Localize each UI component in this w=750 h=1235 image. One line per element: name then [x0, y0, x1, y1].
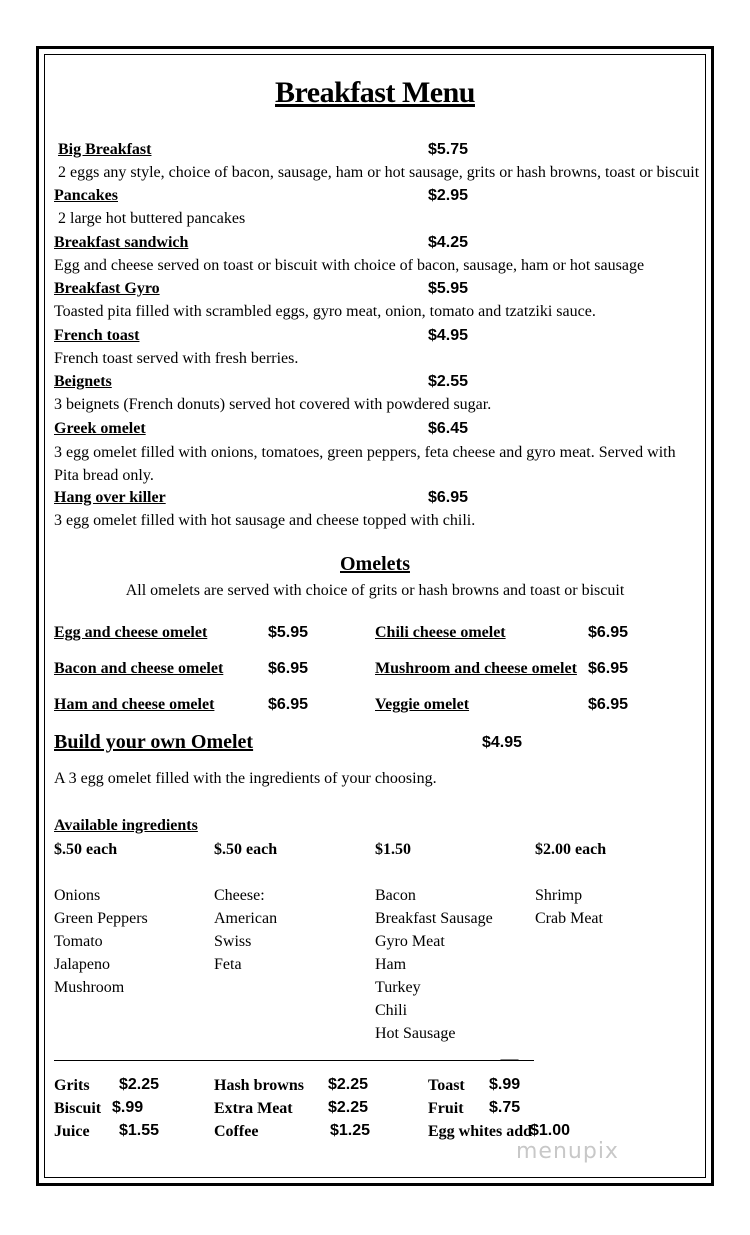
- side-name-juice: Juice: [54, 1123, 90, 1140]
- ingredient-item: Green Peppers: [54, 910, 148, 927]
- watermark-logo: menupix: [516, 1139, 619, 1164]
- item-price-pancakes: $2.95: [428, 187, 469, 204]
- item-price-beignets: $2.55: [428, 373, 469, 390]
- divider-dashes: ------: [500, 1052, 518, 1066]
- side-price-coffee: $1.25: [330, 1122, 371, 1139]
- item-desc-hang-over-killer: 3 egg omelet filled with hot sausage and cheese topped with chili.: [54, 512, 476, 529]
- side-price-extra-meat: $2.25: [328, 1099, 369, 1116]
- ingredient-item: Onions: [54, 887, 101, 904]
- ingredient-item: Ham: [375, 956, 407, 973]
- omelets-subtitle: All omelets are served with choice of grits or hash browns and toast or biscuit: [125, 582, 625, 599]
- side-price-juice: $1.55: [119, 1122, 160, 1139]
- build-your-own-price: $4.95: [482, 734, 523, 751]
- ingredient-col-4: [535, 884, 603, 930]
- ingredient-col-3: [375, 884, 493, 1045]
- omelet-name-bacon-cheese: Bacon and cheese omelet: [54, 660, 224, 677]
- omelet-price-egg-cheese: $5.95: [268, 624, 309, 641]
- ingredient-item: Shrimp: [535, 887, 583, 904]
- ingredient-item: Feta: [214, 956, 242, 973]
- ingredient-item: Crab Meat: [535, 910, 603, 927]
- item-price-hang-over-killer: $6.95: [428, 489, 469, 506]
- side-name-coffee: Coffee: [214, 1123, 259, 1140]
- side-name-extra-meat: Extra Meat: [214, 1100, 293, 1117]
- build-your-own-desc: A 3 egg omelet filled with the ingredients of your choosing.: [54, 770, 437, 787]
- item-price-french-toast: $4.95: [428, 327, 469, 344]
- side-name-fruit: Fruit: [428, 1100, 464, 1117]
- side-name-biscuit: Biscuit: [54, 1100, 102, 1117]
- item-price-breakfast-gyro: $5.95: [428, 280, 469, 297]
- ingredient-col-2: [214, 884, 277, 976]
- omelet-name-egg-cheese: Egg and cheese omelet: [54, 624, 208, 641]
- divider-line: [54, 1060, 534, 1061]
- item-name-hang-over-killer: Hang over killer: [54, 489, 166, 506]
- side-price-egg-whites: $1.00: [530, 1122, 571, 1139]
- ingredient-item: Tomato: [54, 933, 103, 950]
- side-price-hash-browns: $2.25: [328, 1076, 369, 1093]
- omelet-price-bacon-cheese: $6.95: [268, 660, 309, 677]
- ingredient-item: Cheese:: [214, 887, 265, 904]
- item-name-big-breakfast: Big Breakfast: [58, 141, 152, 158]
- ingredient-item: American: [214, 910, 278, 927]
- item-price-greek-omelet: $6.45: [428, 420, 469, 437]
- item-price-breakfast-sandwich: $4.25: [428, 234, 469, 251]
- side-price-biscuit: $.99: [112, 1099, 144, 1116]
- omelet-name-chili-cheese: Chili cheese omelet: [375, 624, 506, 641]
- item-name-french-toast: French toast: [54, 327, 140, 344]
- item-desc-breakfast-gyro: Toasted pita filled with scrambled eggs, gyro meat, onion, tomato and tzatziki sauce.: [54, 303, 596, 320]
- item-price-big-breakfast: $5.75: [428, 141, 469, 158]
- omelet-name-veggie: Veggie omelet: [375, 696, 470, 713]
- ingredient-item: Chili: [375, 1002, 408, 1019]
- ingredient-col-2-header: $.50 each: [214, 841, 278, 858]
- item-name-breakfast-gyro: Breakfast Gyro: [54, 280, 160, 297]
- item-desc-beignets: 3 beignets (French donuts) served hot covered with powdered sugar.: [54, 396, 492, 413]
- item-desc-pancakes: 2 large hot buttered pancakes: [58, 210, 246, 227]
- item-desc-french-toast: French toast served with fresh berries.: [54, 350, 299, 367]
- ingredients-title: Available ingredients: [54, 817, 198, 834]
- item-name-pancakes: Pancakes: [54, 187, 118, 204]
- item-name-greek-omelet: Greek omelet: [54, 420, 146, 437]
- omelet-price-ham-cheese: $6.95: [268, 696, 309, 713]
- omelet-price-mushroom-cheese: $6.95: [588, 660, 629, 677]
- item-desc-breakfast-sandwich: Egg and cheese served on toast or biscuit with choice of bacon, sausage, ham or hot sausage: [54, 257, 645, 274]
- side-name-egg-whites: Egg whites add: [428, 1123, 533, 1140]
- side-name-toast: Toast: [428, 1077, 465, 1094]
- omelet-name-mushroom-cheese: Mushroom and cheese omelet: [375, 660, 577, 677]
- ingredient-col-4-header: $2.00 each: [535, 841, 607, 858]
- ingredient-col-3-header: $1.50: [375, 841, 411, 858]
- side-price-grits: $2.25: [119, 1076, 160, 1093]
- ingredient-col-1-header: $.50 each: [54, 841, 118, 858]
- ingredient-item: Turkey: [375, 979, 421, 996]
- ingredient-item: Mushroom: [54, 979, 125, 996]
- ingredient-item: Jalapeno: [54, 956, 110, 973]
- item-desc-big-breakfast: 2 eggs any style, choice of bacon, sausage, ham or hot sausage, grits or hash browns, toast or biscuit: [58, 164, 700, 181]
- omelet-name-ham-cheese: Ham and cheese omelet: [54, 696, 215, 713]
- item-name-beignets: Beignets: [54, 373, 112, 390]
- side-name-grits: Grits: [54, 1077, 90, 1094]
- ingredient-item: Hot Sausage: [375, 1025, 456, 1042]
- build-your-own-title: Build your own Omelet: [54, 731, 254, 753]
- omelets-title: Omelets: [340, 553, 410, 575]
- side-name-hash-browns: Hash browns: [214, 1077, 304, 1094]
- ingredient-item: Swiss: [214, 933, 252, 950]
- ingredient-item: Bacon: [375, 887, 416, 904]
- omelet-price-veggie: $6.95: [588, 696, 629, 713]
- side-price-fruit: $.75: [489, 1099, 521, 1116]
- ingredient-item: Gyro Meat: [375, 933, 445, 950]
- page-title: Breakfast Menu: [275, 76, 475, 109]
- item-name-breakfast-sandwich: Breakfast sandwich: [54, 234, 189, 251]
- item-desc-greek-omelet: 3 egg omelet filled with onions, tomatoes, green peppers, feta cheese and gyro meat. Served with Pita bread only.: [54, 444, 676, 484]
- ingredient-col-1: [54, 884, 148, 999]
- omelet-price-chili-cheese: $6.95: [588, 624, 629, 641]
- side-price-toast: $.99: [489, 1076, 521, 1093]
- ingredient-item: Breakfast Sausage: [375, 910, 493, 927]
